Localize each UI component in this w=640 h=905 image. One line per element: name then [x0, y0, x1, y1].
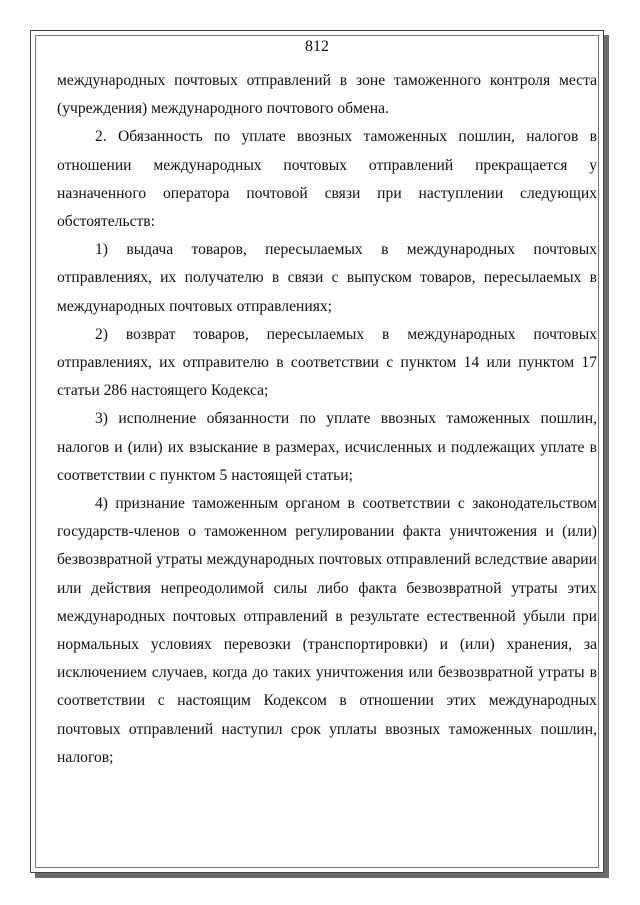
paragraph-item-1: 1) выдача товаров, пересылаемых в международных почтовых отправлениях, их получателю в связи с выпуском товаров, пересылаемых в международных почтовых отправлениях; — [57, 241, 597, 315]
paragraph-item-2: 2) возврат товаров, пересылаемых в международных почтовых отправлениях, их отправителю в соответствии с пунктом 14 или пунктом 17 статьи 286 настоящего Кодекса; — [57, 325, 597, 400]
page-number: 812 — [305, 38, 329, 55]
paragraph-continuation: международных почтовых отправлений в зоне таможенного контроля места (учреждения) международного почтового обмена. — [57, 72, 597, 118]
paragraph-item-3: 3) исполнение обязанности по уплате ввозных таможенных пошлин, налогов и (или) их взыскание в размерах, исчисленных и подлежащих уплате в соответствии с пунктом 5 настоящей статьи; — [57, 410, 597, 484]
paragraph-clause-2: 2. Обязанность по уплате ввозных таможенных пошлин, налогов в отношении международных почтовых отправлений прекращается у назначенного оператора почтовой связи при наступлении следующих обстоятельств: — [57, 128, 597, 231]
paragraph-item-4: 4) признание таможенным органом в соответствии с законодательством государств-членов о таможенном регулировании факта уничтожения и (или) безвозвратной утраты международных почтовых отправлений вследствие аварии или действия непреодолимой силы либо факта безвозвратной утраты этих международных почтовых отправлений в результате естественной убыли при нормальных условиях перевозки (транспортировки) и (или) хранения, за исключением случаев, когда до таких уничтожения или безвозвратной утраты в соответствии с настоящим Кодексом в отношении этих международных почтовых отправлений наступил срок уплаты ввозных таможенных пошлин, налогов; — [57, 495, 597, 766]
page-body — [57, 67, 597, 772]
